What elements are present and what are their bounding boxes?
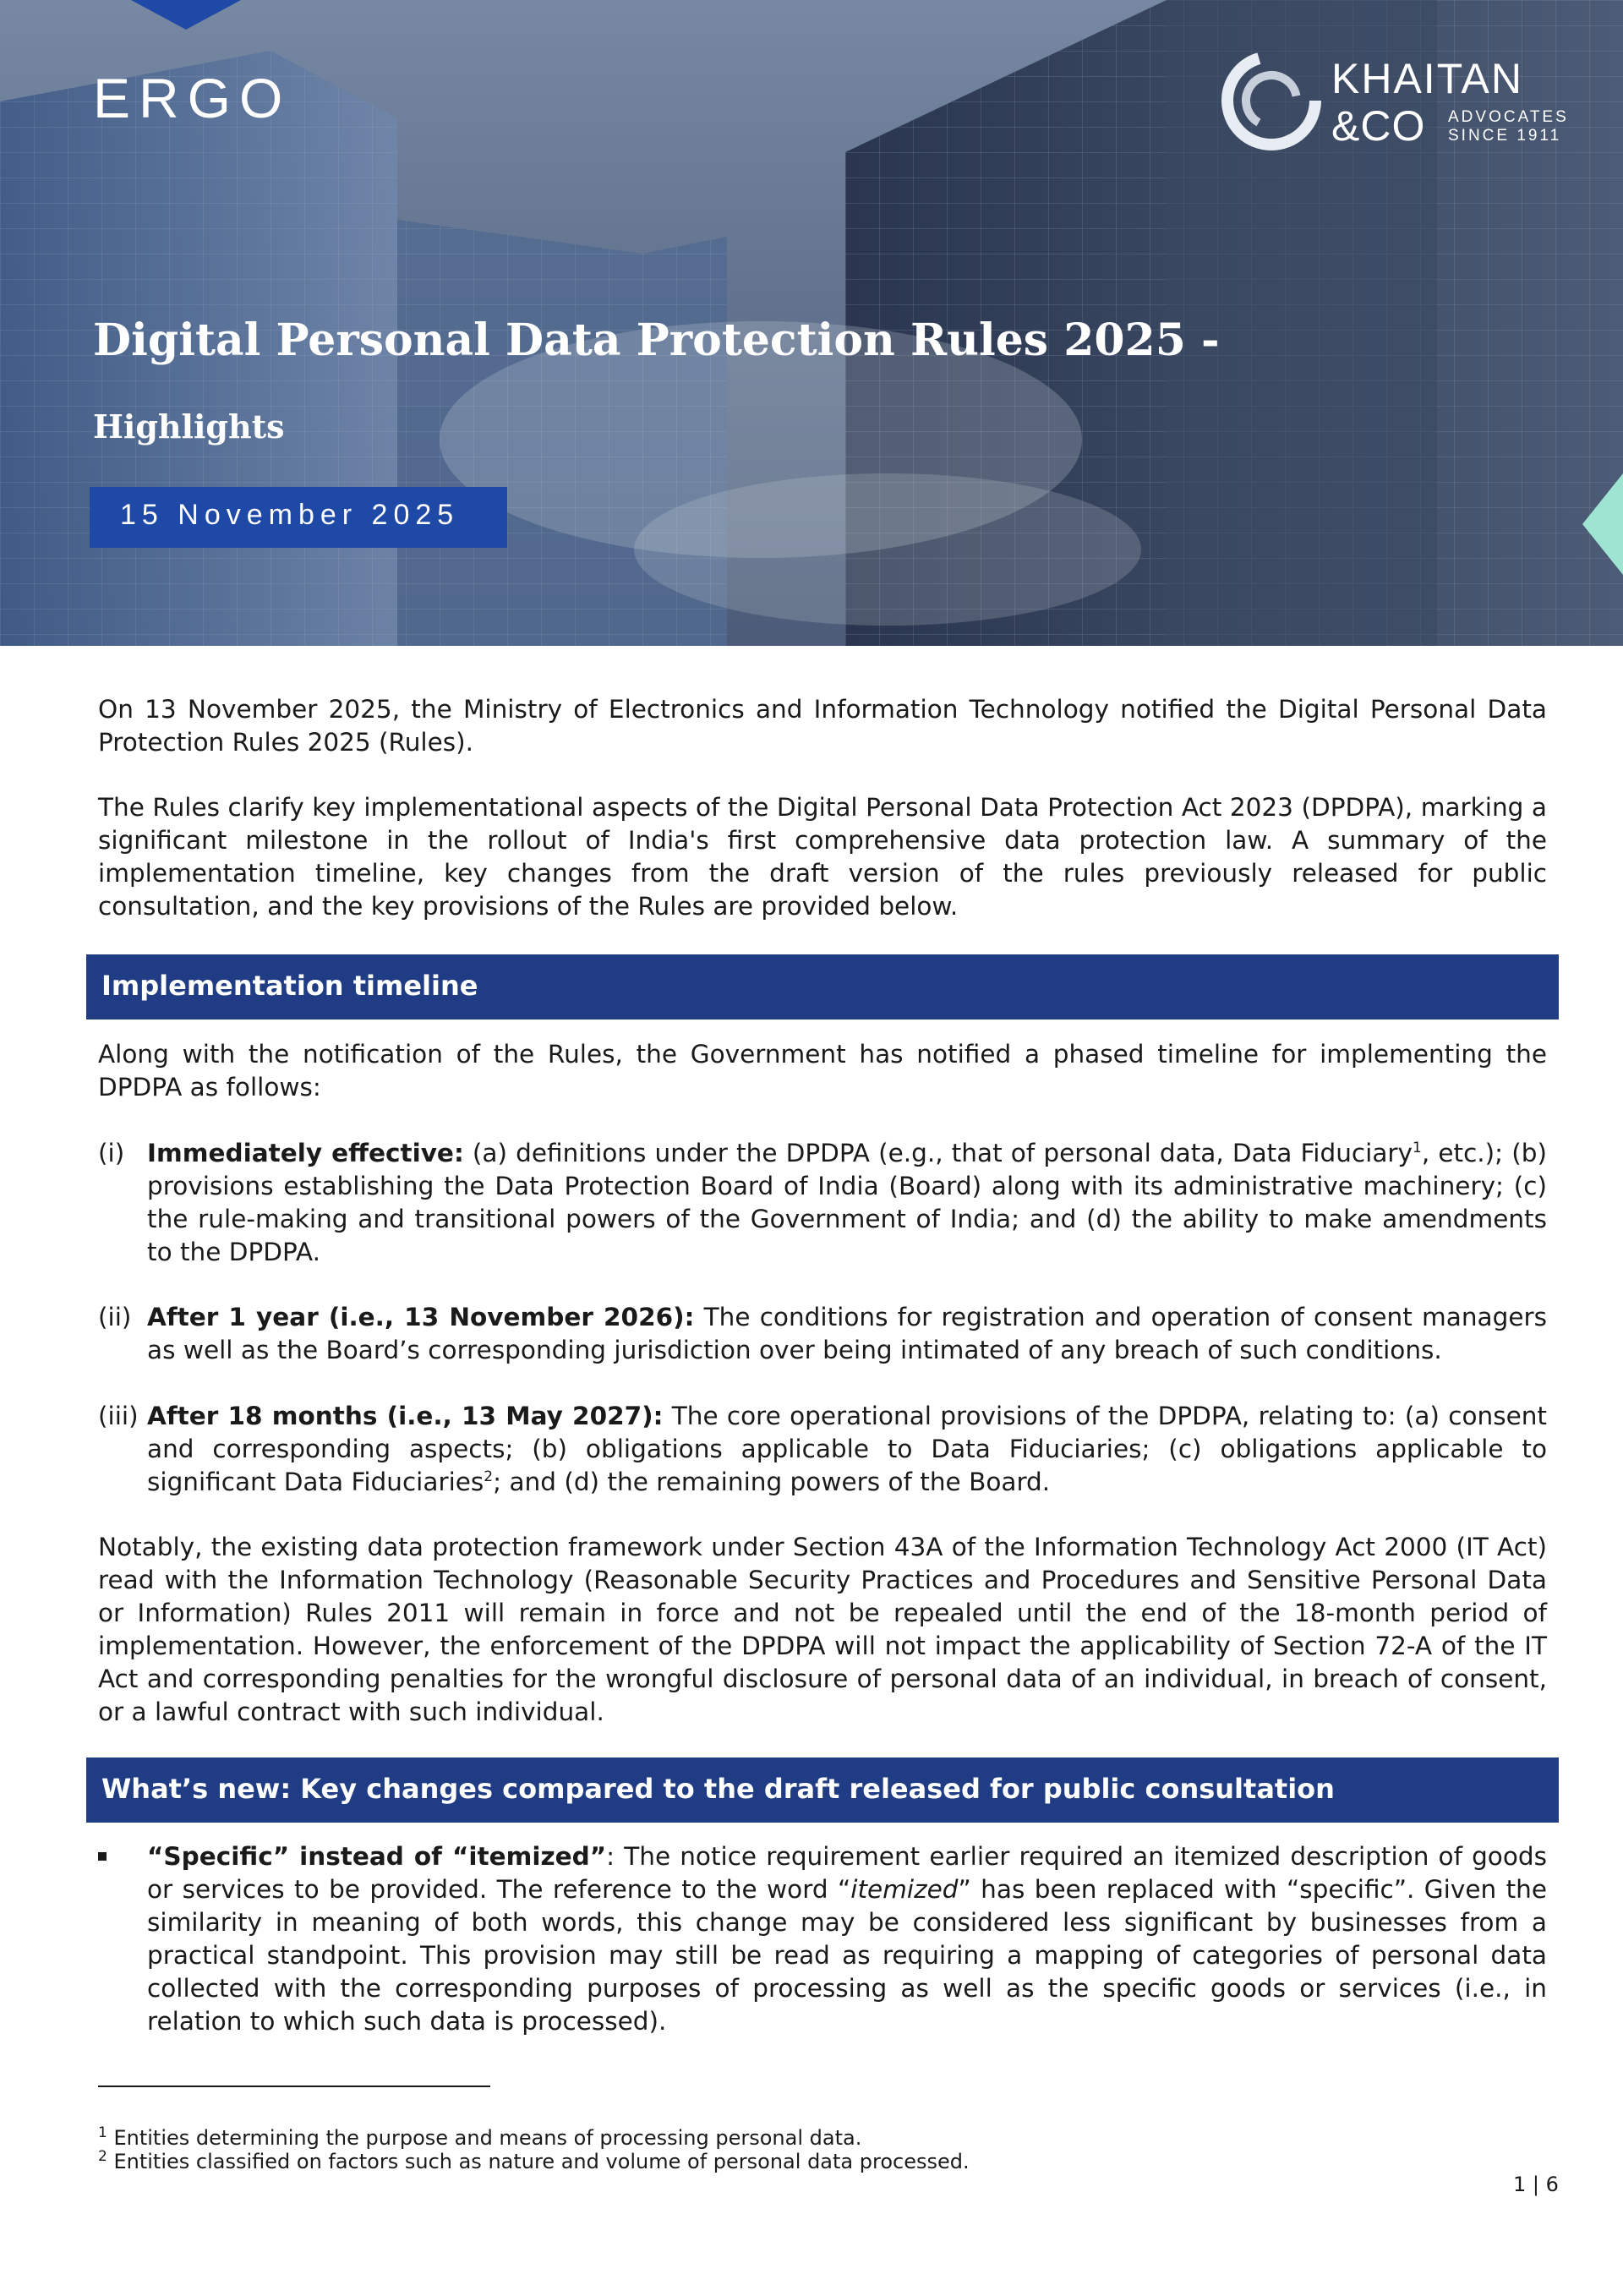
page-number: 1 | 6 <box>1513 2173 1559 2196</box>
timeline-item-1: (i) Immediately effective: (a) definitions under the DPDPA (e.g., that of personal data, Data Fiduciary$^1$, etc.); (b) provisions establishing the Data Protection Board of India (Board) along with its administrative machinery; (c) the rule-making and transitional powers of the Government of India; and (d) the ability to make amendments to the DPDPA. <box>98 1139 1548 1266</box>
page-subtitle: Highlights <box>93 407 285 446</box>
date-text: 15 November 2025 <box>120 499 460 531</box>
ergo-logo: ERGO <box>93 67 292 129</box>
footnote-2: $^2$ Entities classified on factors such as nature and volume of personal data processed. <box>98 2148 970 2173</box>
bullet-square-icon <box>98 1852 107 1861</box>
intro-paragraph-1: On 13 November 2025, the Ministry of Electronics and Information Technology notified the Digital Personal Data Protection Rules 2025 (Rules). <box>98 695 1547 757</box>
khaitan-since: SINCE 1911 <box>1448 127 1562 145</box>
changes-bullet-1: “Specific” instead of “itemized”: The notice requirement earlier required an itemized description of goods or services to be provided. The reference to the word “itemized” has been replaced with “specific”. Given the similarity in meaning of both words, this change may be considered less significant by businesses from a practical standpoint. This provision may still be read as requiring a mapping of categories of personal data collected with the corresponding purposes of processing as well as the specific goods or services (i.e., in relation to which such data is processed). <box>98 1840 1547 2038</box>
timeline-closing: Notably, the existing data protection framework under Section 43A of the Information Technology Act 2000 (IT Act) read with the Information Technology (Reasonable Security Practices and Procedures and Sensitive Personal Data or Information) Rules 2011 will remain in force and not be repealed until the end of the 18-month period of implementation. However, the enforcement of the DPDPA will not impact the applicability of Section 72-A of the IT Act and corresponding penalties for the wrongful disclosure of personal data of an individual, in breach of consent, or a lawful contract with such individual. <box>98 1533 1547 1726</box>
timeline-item-2: (ii) After 1 year (i.e., 13 November 2026): The conditions for registration and operation of consent managers as well as the Board’s corresponding jurisdiction over being intimated of any breach of such conditions. <box>98 1303 1547 1364</box>
hero-banner <box>0 0 1623 646</box>
footnote-divider <box>98 2086 490 2087</box>
footnote-1: $^1$ Entities determining the purpose and means of processing personal data. <box>98 2124 862 2150</box>
timeline-lead: Along with the notification of the Rules, the Government has notified a phased timeline for implementing the DPDPA as follows: <box>98 1040 1547 1102</box>
timeline-item-3: (iii) After 18 months (i.e., 13 May 2027): The core operational provisions of the DPDPA, relating to: (a) consent and corresponding aspects; (b) obligations applicable to Data Fiduciaries; (c) obligations applicable to significant Data Fiduciaries$^2$; and (d) the remaining powers of the Board. <box>98 1402 1547 1496</box>
khaitan-tagline <box>1448 108 1569 145</box>
date-badge <box>90 487 507 548</box>
khaitan-logo <box>1221 51 1577 152</box>
khaitan-swirl-icon <box>1221 51 1321 150</box>
khaitan-co: &CO <box>1331 102 1426 150</box>
page-title: Digital Personal Data Protection Rules 2025 - <box>93 314 1220 366</box>
intro-paragraph-2: The Rules clarify key implementational aspects of the Digital Personal Data Protection Act 2023 (DPDPA), marking a significant milestone in the rollout of India's first comprehensive data protection law. A summary of the implementation timeline, key changes from the draft version of the rules previously released for public consultation, and the key provisions of the Rules are provided below. <box>98 793 1547 921</box>
khaitan-name: KHAITAN <box>1331 55 1523 102</box>
khaitan-advocates: ADVOCATES <box>1448 108 1569 126</box>
section-heading-timeline: Implementation timeline <box>86 954 1559 1020</box>
section-heading-whats-new: What’s new: Key changes compared to the draft released for public consultation <box>86 1758 1559 1823</box>
